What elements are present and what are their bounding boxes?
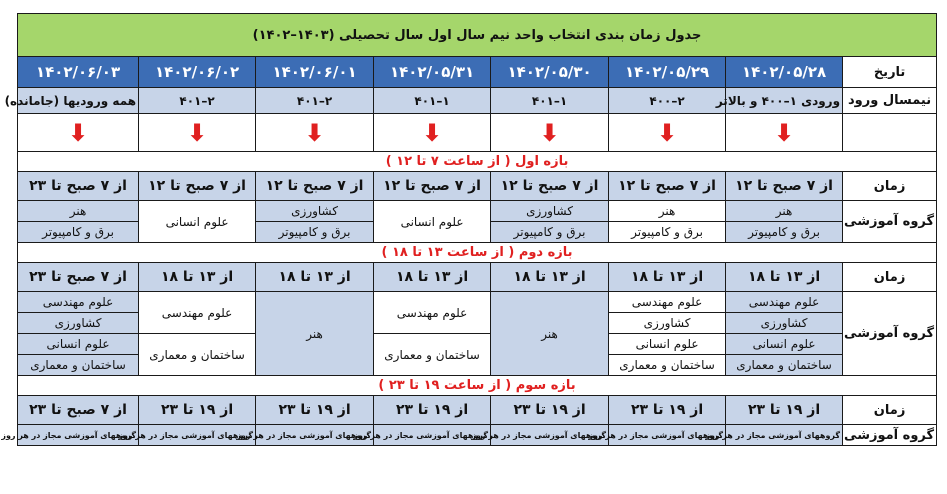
schedule-table [1,13,937,446]
entry-cell: ۲–۴۰۱ [256,88,374,114]
section-title: بازه اول ( از ساعت ۷ تا ۱۲ ) [18,152,937,172]
group-item: هنر [609,201,726,222]
date-cell: ۱۴۰۲/۰۶/۰۲ [139,57,256,88]
date-cell: ۱۴۰۲/۰۵/۲۹ [609,57,726,88]
group-item: علوم مهندسی [18,292,139,313]
arrow-down-icon: ⬇ [304,118,325,147]
entry-cell: ۲–۴۰۰ [609,88,726,114]
group-item: ساختمان و معماری [18,355,139,376]
time-cell: از ۱۳ تا ۱۸ [139,263,256,292]
group-item: علوم مهندسی [139,292,256,334]
group-item: علوم انسانی [609,334,726,355]
group-item: ساختمان و معماری [374,334,491,376]
group-item: کشاورزی [726,313,843,334]
time-cell: از ۱۳ تا ۱۸ [609,263,726,292]
group-item: برق و کامپیوتر [726,222,843,243]
time-cell: از ۷ صبح تا ۱۲ [726,172,843,201]
time-cell: از ۱۳ تا ۱۸ [491,263,609,292]
time-cell: از ۱۹ تا ۲۳ [139,396,256,425]
arrow-down-icon: ⬇ [422,118,443,147]
group-item: برق و کامپیوتر [491,222,609,243]
entry-cell: ورودی ۱–۴۰۰ و بالاتر [726,88,843,114]
time-cell: از ۱۹ تا ۲۳ [609,396,726,425]
group-item: برق و کامپیوتر [18,222,139,243]
entry-cell: ۱–۴۰۱ [491,88,609,114]
group-item: کشاورزی [18,313,139,334]
group-item: گروههای آموزشی مجاز در هر روز [256,425,374,446]
time-label: زمان [843,172,937,201]
time-cell: از ۱۹ تا ۲۳ [374,396,491,425]
time-cell: از ۱۳ تا ۱۸ [374,263,491,292]
time-cell: از ۷ صبح تا ۱۲ [374,172,491,201]
date-cell: ۱۴۰۲/۰۵/۳۱ [374,57,491,88]
date-cell: ۱۴۰۲/۰۵/۳۰ [491,57,609,88]
arrow-down-icon: ⬇ [774,118,795,147]
arrow-down-icon: ⬇ [657,118,678,147]
group-item: هنر [726,201,843,222]
group-item: ساختمان و معماری [609,355,726,376]
group-item: علوم مهندسی [609,292,726,313]
date-label: تاریخ [843,57,937,88]
group-item: علوم انسانی [726,334,843,355]
time-cell: از ۷ صبح تا ۲۳ [18,263,139,292]
time-cell: از ۷ صبح تا ۱۲ [256,172,374,201]
group-label: گروه آموزشی [843,201,937,243]
time-cell: از ۷ صبح تا ۱۲ [491,172,609,201]
group-item: برق و کامپیوتر [609,222,726,243]
group-item: علوم مهندسی [374,292,491,334]
group-item: گروههای آموزشی مجاز در هر روز [18,425,139,446]
group-item: هنر [256,292,374,376]
date-cell: ۱۴۰۲/۰۶/۰۱ [256,57,374,88]
arrow-down-icon: ⬇ [539,118,560,147]
group-label: گروه آموزشی [843,425,937,446]
time-cell: از ۱۹ تا ۲۳ [726,396,843,425]
group-item: کشاورزی [609,313,726,334]
group-item: ساختمان و معماری [726,355,843,376]
time-cell: از ۱۹ تا ۲۳ [491,396,609,425]
section-title: بازه دوم ( از ساعت ۱۳ تا ۱۸ ) [18,243,937,263]
entry-cell: همه ورودیها (جامانده) [18,88,139,114]
time-cell: از ۷ صبح تا ۱۲ [609,172,726,201]
group-item: علوم انسانی [139,201,256,243]
time-cell: از ۷ صبح تا ۲۳ [18,172,139,201]
time-cell: از ۱۹ تا ۲۳ [256,396,374,425]
date-cell: ۱۴۰۲/۰۶/۰۳ [18,57,139,88]
group-item: برق و کامپیوتر [256,222,374,243]
group-item: علوم انسانی [18,334,139,355]
group-item: ساختمان و معماری [139,334,256,376]
group-item: کشاورزی [256,201,374,222]
time-label: زمان [843,263,937,292]
time-cell: از ۱۳ تا ۱۸ [726,263,843,292]
group-item: گروههای آموزشی مجاز در هر روز [726,425,843,446]
arrow-down-icon: ⬇ [187,118,208,147]
entry-label: نیمسال ورود [843,88,937,114]
time-label: زمان [843,396,937,425]
time-cell: از ۷ صبح تا ۱۲ [139,172,256,201]
section-title: بازه سوم ( از ساعت ۱۹ تا ۲۳ ) [18,376,937,396]
group-item: گروههای آموزشی مجاز در هر روز [609,425,726,446]
group-label: گروه آموزشی [843,292,937,376]
group-item: گروههای آموزشی مجاز در هر روز [374,425,491,446]
arrow-down-icon: ⬇ [67,118,89,147]
group-item: علوم انسانی [374,201,491,243]
group-item: گروههای آموزشی مجاز در هر روز [139,425,256,446]
group-item: هنر [491,292,609,376]
group-item: گروههای آموزشی مجاز در هر روز [491,425,609,446]
group-item: علوم مهندسی [726,292,843,313]
date-cell: ۱۴۰۲/۰۵/۲۸ [726,57,843,88]
page-title: جدول زمان بندی انتخاب واحد نیم سال اول سال تحصیلی (۱۴۰۳–۱۴۰۲) [18,14,937,57]
group-item: هنر [18,201,139,222]
entry-cell: ۱–۴۰۱ [374,88,491,114]
time-cell: از ۱۳ تا ۱۸ [256,263,374,292]
group-item: کشاورزی [491,201,609,222]
entry-cell: ۲–۴۰۱ [139,88,256,114]
time-cell: از ۷ صبح تا ۲۳ [18,396,139,425]
